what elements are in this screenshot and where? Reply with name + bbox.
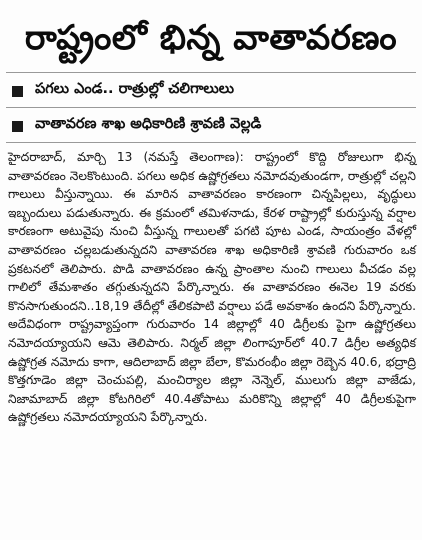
bullet-square-icon — [12, 86, 23, 97]
headline: రాష్ట్రంలో భిన్న వాతావరణం — [24, 18, 398, 58]
bullet-square-icon — [12, 121, 23, 132]
article-body: హైదరాబాద్, మార్చి 13 (నమస్తే తెలంగాణ): రాష్ట్రంలో కొద్ది రోజులుగా భిన్న వాతావరణం నెలకొంటుంది. పగలు అధిక ఉష్ణోగ్రతలు నమోదవుతుండగా, రాత్రుల్లో చల్లని గాలులు వీస్తున్నాయి. ఈ మారిన వాతావరణం కారణంగా చిన్నపిల్లలు, వృద్ధులు ఇబ్బందులు పడుతున్నారు. ఈ క్రమంలో తమిళనాడు, కేరళ రాష్ట్రాల్లో కురుస్తున్న వర్షాల కారణంగా అటువైపు నుంచి వీస్తున్న గాలులతో పగటి పూట ఎండ, సాయంత్రం వేళల్లో వాతావరణం చల్లబడుతున్నదని వాతావరణ శాఖ అధికారిణి శ్రావణి గురువారం ఒక ప్రకటనలో తెలిపారు. పొడి వాతావరణం ఉన్న ప్రాంతాల నుంచి గాలులు వీచడం వల్ల గాలిలో తేమశాతం తగ్గుతున్నదని పేర్కొన్నారు. ఈ వాతావరణం ఈనెల 19 వరకు కొనసాగుతుందని..18,19 తేదీల్లో తేలికపాటి వర్షాలు పడే అవకాశం ఉందని పేర్కొన్నారు. అదేవిధంగా రాష్ట్రవ్యాప్తంగా గురువారం 14 జిల్లాల్లో 40 డిగ్రీలకు పైగా ఉష్ణోగ్రతలు నమోదయ్యాయని ఆమె తెలిపారు. నిర్మల్ జిల్లా లింగాపూర్‌లో 40.7 డిగ్రీల అత్యధిక ఉష్ణోగ్రత నమోదు కాగా, ఆదిలాబాద్ జిల్లా బేలా, కొమరంభీం జిల్లా రెబ్బెన 40.6, భద్రాద్రి కొత్తగూడెం జిల్లా చెంచుపల్లి, మంచిర్యాల జిల్లా నెన్నెల్, ములుగు జిల్లా వాజేడు, నిజామాబాద్ జిల్లా కోటగిరిలో 40.4తోపాటు మరికొన్ని జిల్లాల్లో 40 డిగ్రీలకుపైగా ఉష్ణోగ్రతలు నమోదయ్యాయని పేర్కొన్నారు. — [8, 150, 416, 425]
kicker-1 — [6, 78, 416, 104]
divider — [6, 107, 416, 108]
kicker-1-text: పగలు ఎండ.. రాత్రుల్లో చలిగాలులు — [35, 81, 235, 97]
kicker-2-text: వాతావరణ శాఖ అధికారిణి శ్రావణి వెల్లడి — [35, 116, 262, 132]
divider — [6, 142, 416, 143]
divider — [6, 72, 416, 73]
kicker-2 — [6, 113, 416, 139]
